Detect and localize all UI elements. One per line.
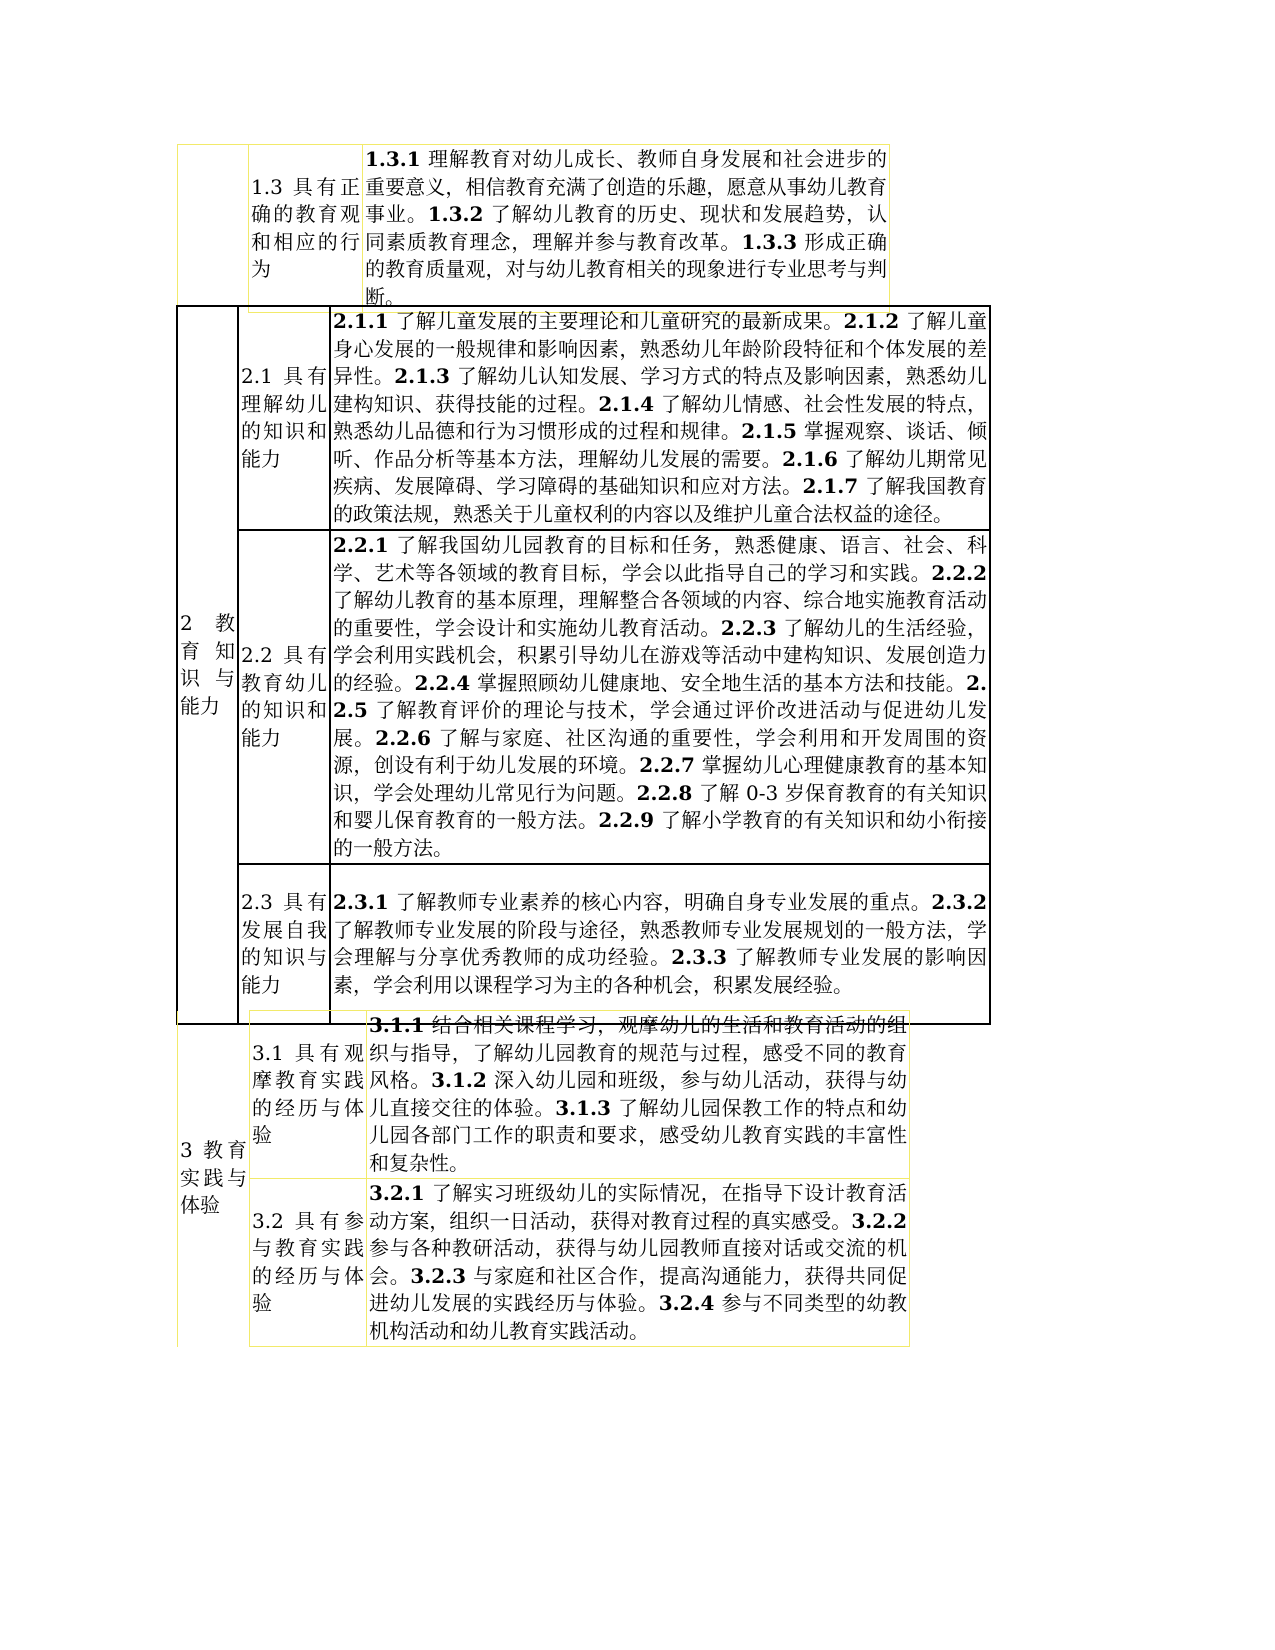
item-number: 2.1.4	[598, 391, 655, 416]
section-label: 2 教育知识与能力	[177, 306, 238, 1024]
item-text: 参与不同类型的幼教机构活动和幼儿教育实践活动。	[369, 1291, 908, 1343]
table-row	[178, 1179, 910, 1347]
sub-standard-label: 2.2 具有教育幼儿的知识和能力	[238, 530, 330, 864]
item-number: 1.3.2	[427, 202, 484, 226]
table-row	[178, 1011, 910, 1179]
item-number: 1.3.1	[365, 147, 421, 171]
item-number: 1.3.3	[741, 229, 798, 254]
item-text: 了解儿童身心发展的一般规律和影响因素，熟悉幼儿年龄阶段特征和个体发展的差异性。	[333, 309, 987, 388]
item-number: 2.2.1	[333, 533, 389, 557]
item-text: 掌握幼儿心理健康教育的基本知识，学会处理幼儿常见行为问题。	[333, 753, 988, 805]
item-text: 了解幼儿园保教工作的特点和幼儿园各部门工作的职责和要求，感受幼儿教育实践的丰富性和复杂性。	[369, 1095, 908, 1175]
item-number: 2.1.6	[782, 446, 838, 471]
item-text: 了解我国幼儿园教育的目标和任务，熟悉健康、语言、社会、科学、艺术等各领域的教育目标，学会以此指导自己的学习和实践。	[333, 533, 987, 585]
item-number: 3.2.2	[851, 1208, 907, 1233]
table-row	[177, 864, 990, 1024]
item-number: 3.2.3	[410, 1263, 467, 1288]
item-number: 2.2.6	[375, 725, 431, 750]
standards-table-section-3	[177, 1010, 910, 1347]
item-text: 了解教师专业素养的核心内容，明确自身专业发展的重点。	[388, 890, 932, 914]
item-text: 了解实习班级幼儿的实际情况，在指导下设计教育活动方案，组织一日活动，获得对教育过程的真实感受。	[369, 1181, 907, 1233]
item-text: 了解幼儿的生活经验，学会利用实践机会，积累引导幼儿在游戏等活动中建构知识、发展创造力的经验。	[333, 615, 988, 695]
sub-standard-label: 1.3 具有正确的教育观和相应的行为	[249, 145, 363, 313]
sub-standard-description	[330, 306, 990, 530]
table-row	[177, 306, 990, 530]
item-number: 2.1.5	[741, 419, 797, 443]
item-text: 掌握观察、谈话、倾听、作品分析等基本方法，理解幼儿发展的需要。	[333, 419, 988, 471]
sub-standard-label: 2.3 具有发展自我的知识与能力	[238, 864, 330, 1024]
item-text: 了解教师专业发展的影响因素，学会利用以课程学习为主的各种机会，积累发展经验。	[333, 945, 988, 997]
item-text: 结合相关课程学习，观摩幼儿的生活和教育活动的组织与指导，了解幼儿园教育的规范与过程，感受不同的教育风格。	[369, 1013, 907, 1092]
item-number: 3.1.2	[431, 1068, 487, 1092]
item-number: 2.2.9	[598, 808, 655, 832]
sub-standard-label: 3.1 具有观摩教育实践的经历与体验	[250, 1011, 367, 1179]
section-label-cell	[178, 145, 249, 313]
item-text: 了解儿童发展的主要理论和儿童研究的最新成果。	[388, 309, 844, 333]
sub-standard-label: 2.1 具有理解幼儿的知识和能力	[238, 306, 330, 530]
item-number: 3.2.1	[369, 1181, 425, 1205]
item-text: 形成正确的教育质量观，对与幼儿教育相关的现象进行专业思考与判断。	[365, 229, 888, 309]
item-number: 2.1.7	[802, 474, 859, 498]
item-text: 了解幼儿期常见疾病、发展障碍、学习障碍的基础知识和应对方法。	[333, 446, 988, 498]
table-row	[177, 530, 990, 864]
standards-table-section-1	[177, 144, 890, 313]
item-number: 2.2.3	[720, 615, 777, 640]
item-text: 深入幼儿园和班级，参与幼儿活动，获得与幼儿直接交往的体验。	[369, 1068, 908, 1120]
item-text: 与家庭和社区合作，提高沟通能力，获得共同促进幼儿发展的实践经历与体验。	[369, 1263, 908, 1315]
item-number: 2.2.2	[931, 560, 987, 585]
sub-standard-description	[367, 1179, 910, 1347]
item-number: 2.1.1	[333, 309, 389, 333]
item-number: 2.1.2	[843, 309, 900, 333]
item-number: 2.3.1	[333, 890, 389, 914]
item-text: 了解 0-3 岁保育教育的有关知识和婴儿保育教育的一般方法。	[333, 780, 988, 832]
item-number: 2.2.8	[636, 780, 693, 805]
item-text: 理解教育对幼儿成长、教师自身发展和社会进步的重要意义，相信教育充满了创造的乐趣，愿意从事幼儿教育事业。	[365, 147, 887, 226]
item-text: 掌握照顾幼儿健康地、安全地生活的基本方法和技能。	[470, 670, 967, 695]
item-number: 2.2.4	[414, 670, 471, 695]
item-text: 了解我国教育的政策法规，熟悉关于儿童权利的内容以及维护儿童合法权益的途径。	[333, 474, 988, 526]
sub-standard-description	[330, 530, 990, 864]
item-text: 了解与家庭、社区沟通的重要性，学会利用和开发周围的资源，创设有利于幼儿发展的环境。	[333, 725, 988, 777]
item-number: 2.2.5	[333, 670, 988, 722]
item-text: 了解幼儿认知发展、学习方式的特点及影响因素，熟悉幼儿建构知识、获得技能的过程。	[333, 364, 988, 416]
item-number: 3.1.1	[369, 1013, 425, 1037]
sub-standard-description	[367, 1011, 910, 1179]
item-text: 了解教育评价的理论与技术，学会通过评价改进活动与促进幼儿发展。	[333, 698, 987, 750]
sub-standard-label: 3.2 具有参与教育实践的经历与体验	[250, 1179, 367, 1347]
table-row	[178, 145, 890, 313]
sub-standard-description	[363, 145, 890, 313]
sub-standard-description	[330, 864, 990, 1024]
item-number: 2.3.2	[931, 890, 987, 914]
section-label: 3 教育实践与体验	[178, 1011, 250, 1347]
item-number: 2.1.3	[394, 364, 450, 388]
item-text: 参与各种教研活动，获得与幼儿园教师直接对话或交流的机会。	[369, 1236, 907, 1288]
item-text: 了解幼儿教育的基本原理，理解整合各领域的内容、综合地实施教育活动的重要性，学会设计和实施幼儿教育活动。	[333, 588, 987, 640]
standards-table-section-2	[176, 305, 991, 1025]
item-text: 了解幼儿教育的历史、现状和发展趋势，认同素质教育理念，理解并参与教育改革。	[365, 202, 888, 254]
item-number: 2.2.7	[639, 753, 695, 777]
item-text: 了解幼儿情感、社会性发展的特点，熟悉幼儿品德和行为习惯形成的过程和规律。	[333, 391, 987, 443]
item-number: 3.1.3	[555, 1095, 611, 1120]
item-text: 了解小学教育的有关知识和幼小衔接的一般方法。	[333, 808, 987, 860]
item-text: 了解教师专业发展的阶段与途径，熟悉教师专业发展规划的一般方法，学会理解与分享优秀教师的成功经验。	[333, 917, 987, 969]
item-number: 3.2.4	[658, 1291, 715, 1315]
item-number: 2.3.3	[671, 945, 727, 969]
